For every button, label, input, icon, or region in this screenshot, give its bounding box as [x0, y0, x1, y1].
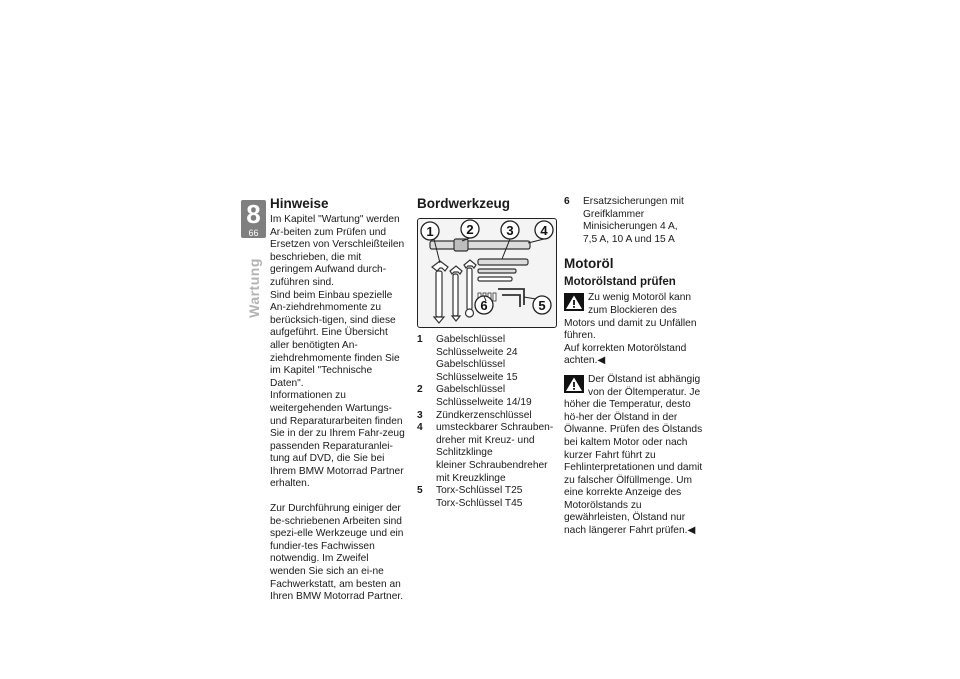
tool-list-number: 1 [417, 334, 423, 345]
motoroel-heading: Motoröl [564, 256, 614, 272]
tool-list-number: 3 [417, 409, 423, 421]
tool-list-continued [564, 196, 704, 246]
tool-list-line: Gabelschlüssel [436, 334, 506, 345]
note-text-1: Auf korrekten Motorölstand achten.◀ [564, 342, 687, 367]
callout-6: 6 [480, 298, 488, 313]
tool-list-line: Minisicherungen 4 A, [583, 221, 678, 233]
tool-list-line: Zündkerzenschlüssel [436, 409, 532, 421]
tool-list-description [436, 485, 555, 510]
tool-list-item [417, 410, 555, 423]
chapter-number: 8 [246, 199, 261, 229]
tool-list-item [417, 334, 555, 384]
tool-list-line: Schlüsselweite 24 [436, 346, 518, 358]
callout-4: 4 [540, 223, 548, 238]
warning-icon [564, 375, 584, 393]
callout-5: 5 [538, 298, 546, 313]
tool-list-line: Torx-Schlüssel T25 [436, 485, 523, 497]
column-hinweise [270, 196, 406, 604]
callout-1: 1 [426, 224, 434, 239]
callout-2: 2 [466, 222, 474, 237]
hinweise-paragraph-3: Informationen zu weitergehenden Wartungs- und Reparaturarbeiten finden Sie in der zu Ihrem Fahr-zeug passenden Reparaturanlei-tung auf DVD, die Sie bei Ihrem BMW Motorrad Partner erhalten. [270, 390, 405, 490]
hinweise-paragraph-1: Im Kapitel "Wartung" werden Ar-beiten zum Prüfen und Ersetzen von Verschleißteilen beschrieben, die mit geringem Aufwand durch-zuführen sind. [270, 214, 405, 288]
tool-list [417, 334, 555, 510]
hinweise-paragraph-4: Zur Durchführung einiger der be-schriebenen Arbeiten sind spezi-elle Werkzeuge und ein fundier-tes Fachwissen notwendig. Im Zweifel wenden Sie sich an ei-ne Fachwerkstatt, am besten an Ihren BMW Motorrad Partner. [270, 503, 404, 603]
tool-list-line: umsteckbarer Schrauben- [436, 422, 554, 434]
chapter-name-vertical [236, 245, 272, 330]
tool-list-item [417, 485, 555, 510]
callout-3: 3 [506, 223, 514, 238]
tool-list-line: Gabelschlüssel [436, 359, 506, 371]
tool-list-description [436, 410, 555, 423]
page-number: 66 [248, 228, 259, 238]
tool-list-description [436, 384, 555, 409]
hinweise-paragraph-2: Sind beim Einbau spezielle An-ziehdrehmomente zu berücksich-tigen, sind diese aufgeführt. Eine Übersicht aller benötigten An-ziehdrehmomente finden Sie im Kapitel "Technische Daten". [270, 289, 400, 389]
warning-block-2 [564, 374, 704, 538]
tool-list-line: Ersatzsicherungen mit [583, 196, 684, 207]
tool-list-description [436, 334, 555, 384]
warning-text-1: Zu wenig Motoröl kann zum Blockieren des Motors und damit zu Unfällen führen. [564, 292, 697, 342]
tool-list-line: Schlitzklinge [436, 447, 493, 459]
motoroelstand-subheading: Motorölstand prüfen [564, 276, 676, 289]
tool-list-item [417, 384, 555, 409]
tool-list-line: Schlüsselweite 15 [436, 371, 518, 383]
chapter-name: Wartung [246, 257, 262, 318]
tool-list-line: 7,5 A, 10 A und 15 A [583, 233, 675, 245]
warning-text-2: Der Ölstand ist abhängig von der Öltemperatur. Je höher die Temperatur, desto hö-her der Ölstand in der Ölwanne. Prüfen des Ölstands bei kaltem Motor oder nach kurzer Fahrt führt zu Fehlinterpretationen und damit zu falscher Ölfüllmenge. Um eine korrekte Anzeige des Motorölstands zu gewährleisten, Ölstand nur nach längerer Fahrt prüfen.◀ [564, 373, 703, 537]
tool-kit-figure [417, 218, 557, 328]
tool-kit-illustration [418, 219, 556, 327]
tool-list-line: mit Kreuzklinge [436, 472, 506, 484]
tool-list-line: Schlüsselweite 14/19 [436, 396, 532, 408]
tool-list-line: dreher mit Kreuz- und [436, 434, 535, 446]
tool-list-number: 5 [417, 485, 423, 497]
column-bordwerkzeug [417, 196, 555, 510]
hinweise-heading: Hinweise [270, 196, 329, 211]
tool-list-description [436, 422, 555, 485]
column-motoroel [564, 196, 704, 538]
tool-list-number: 6 [564, 196, 570, 207]
tool-list-number: 2 [417, 384, 423, 396]
tool-list-item [564, 196, 704, 246]
bordwerkzeug-heading: Bordwerkzeug [417, 196, 511, 211]
tool-list-line: Gabelschlüssel [436, 384, 506, 396]
tool-list-description [583, 196, 704, 246]
tool-list-line: Torx-Schlüssel T45 [436, 497, 523, 509]
warning-block-1 [564, 292, 704, 342]
tool-list-line: Greifklammer [583, 208, 645, 220]
chapter-tab [241, 200, 266, 238]
warning-icon [564, 293, 584, 311]
tool-list-item [417, 422, 555, 485]
tool-list-line: kleiner Schraubendreher [436, 459, 548, 471]
tool-list-number: 4 [417, 422, 423, 434]
